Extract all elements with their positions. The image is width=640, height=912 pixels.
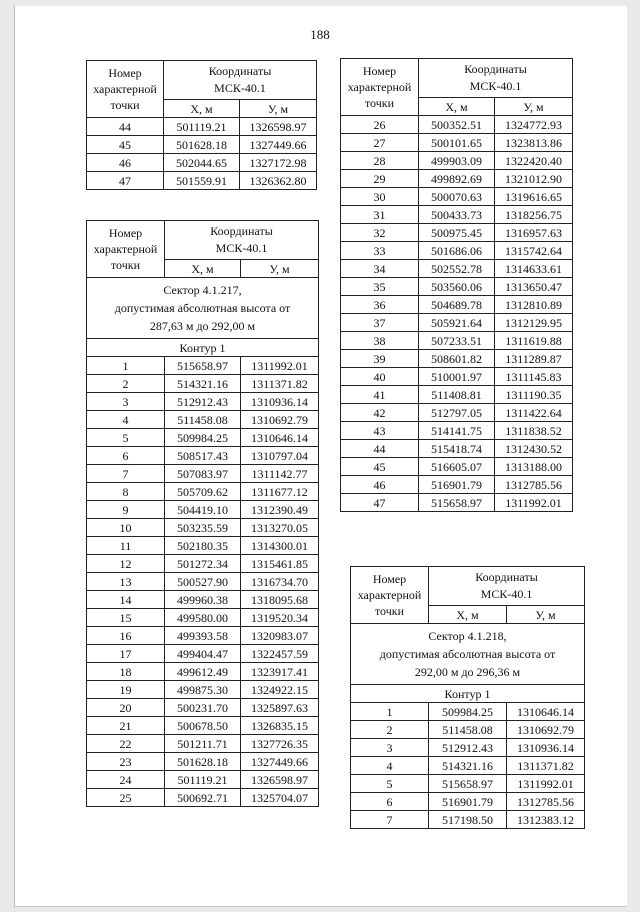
point-number-cell: 11 <box>87 537 165 555</box>
x-coordinate-cell: 501272.34 <box>165 555 241 573</box>
point-number-cell: 38 <box>341 332 419 350</box>
x-coordinate-cell: 509984.25 <box>429 703 507 721</box>
x-coordinate-cell: 512912.43 <box>429 739 507 757</box>
y-coordinate-cell: 1312383.12 <box>507 811 585 829</box>
x-coordinate-cell: 499612.49 <box>165 663 241 681</box>
y-coordinate-cell: 1327172.98 <box>240 154 317 172</box>
coordinates-table-3 <box>340 58 573 512</box>
point-number-cell: 18 <box>87 663 165 681</box>
table-row <box>87 645 319 663</box>
point-number-cell: 33 <box>341 242 419 260</box>
point-number-cell: 19 <box>87 681 165 699</box>
table-row <box>351 721 585 739</box>
x-coordinate-cell: 511458.08 <box>429 721 507 739</box>
x-coordinate-cell: 500070.63 <box>419 188 495 206</box>
table-row <box>87 411 319 429</box>
x-coordinate-cell: 501628.18 <box>164 136 240 154</box>
y-coordinate-cell: 1311371.82 <box>241 375 319 393</box>
table-row <box>341 188 573 206</box>
x-coordinate-cell: 500527.90 <box>165 573 241 591</box>
x-coordinate-cell: 515658.97 <box>419 494 495 512</box>
table-row <box>87 393 319 411</box>
point-number-cell: 44 <box>341 440 419 458</box>
y-coordinate-cell: 1319520.34 <box>241 609 319 627</box>
table-row <box>341 494 573 512</box>
coordinates-table-2 <box>86 220 319 807</box>
y-coordinate-cell: 1311190.35 <box>495 386 573 404</box>
table-row <box>87 753 319 771</box>
x-coordinate-cell: 502180.35 <box>165 537 241 555</box>
x-coordinate-cell: 515418.74 <box>419 440 495 458</box>
x-coordinate-cell: 500352.51 <box>419 116 495 134</box>
x-coordinate-cell: 514321.16 <box>165 375 241 393</box>
x-coordinate-cell: 500692.71 <box>165 789 241 807</box>
y-coordinate-cell: 1313188.00 <box>495 458 573 476</box>
x-coordinate-cell: 511458.08 <box>165 411 241 429</box>
y-coordinate-cell: 1311289.87 <box>495 350 573 368</box>
x-coordinate-cell: 499892.69 <box>419 170 495 188</box>
point-number-cell: 6 <box>87 447 165 465</box>
point-number-cell: 3 <box>87 393 165 411</box>
y-column-header: У, м <box>507 606 585 624</box>
x-coordinate-cell: 515658.97 <box>165 357 241 375</box>
table-row <box>341 224 573 242</box>
y-coordinate-cell: 1314300.01 <box>241 537 319 555</box>
y-column-header: У, м <box>240 100 317 118</box>
x-coordinate-cell: 505709.62 <box>165 483 241 501</box>
y-coordinate-cell: 1312785.56 <box>495 476 573 494</box>
x-coordinate-cell: 499404.47 <box>165 645 241 663</box>
table-row <box>341 368 573 386</box>
y-coordinate-cell: 1312785.56 <box>507 793 585 811</box>
table-row <box>351 793 585 811</box>
table-row <box>351 811 585 829</box>
table-row <box>341 206 573 224</box>
table-row <box>341 116 573 134</box>
y-coordinate-cell: 1315742.64 <box>495 242 573 260</box>
table-row <box>87 717 319 735</box>
point-number-cell: 39 <box>341 350 419 368</box>
y-column-header: У, м <box>495 98 573 116</box>
point-number-cell: 21 <box>87 717 165 735</box>
point-number-cell: 28 <box>341 152 419 170</box>
point-number-cell: 26 <box>341 116 419 134</box>
point-number-cell: 27 <box>341 134 419 152</box>
y-coordinate-cell: 1318095.68 <box>241 591 319 609</box>
point-number-cell: 47 <box>341 494 419 512</box>
point-number-cell: 29 <box>341 170 419 188</box>
table-row <box>341 152 573 170</box>
table-row <box>87 519 319 537</box>
point-number-cell: 15 <box>87 609 165 627</box>
table-row <box>341 350 573 368</box>
x-coordinate-cell: 504689.78 <box>419 296 495 314</box>
y-coordinate-cell: 1313270.05 <box>241 519 319 537</box>
x-coordinate-cell: 507233.51 <box>419 332 495 350</box>
table-row <box>87 501 319 519</box>
coordinates-table-4 <box>350 566 585 829</box>
point-number-cell: 45 <box>87 136 164 154</box>
table-row <box>341 458 573 476</box>
point-number-cell: 20 <box>87 699 165 717</box>
point-number-cell: 4 <box>87 411 165 429</box>
y-coordinate-cell: 1311992.01 <box>241 357 319 375</box>
table-row <box>341 170 573 188</box>
sector-caption: Сектор 4.1.218, допустимая абсолютная высота от 292,00 м до 296,36 м <box>351 624 585 685</box>
x-coordinate-cell: 499903.09 <box>419 152 495 170</box>
point-number-cell: 7 <box>351 811 429 829</box>
y-coordinate-cell: 1310646.14 <box>507 703 585 721</box>
table-row <box>87 483 319 501</box>
point-number-cell: 17 <box>87 645 165 663</box>
table-row <box>87 573 319 591</box>
x-coordinate-cell: 515658.97 <box>429 775 507 793</box>
x-column-header: Х, м <box>164 100 240 118</box>
y-coordinate-cell: 1325897.63 <box>241 699 319 717</box>
point-number-cell: 6 <box>351 793 429 811</box>
point-number-cell: 12 <box>87 555 165 573</box>
table-header <box>87 221 319 357</box>
table-row <box>351 739 585 757</box>
coordinates-system-header: Координаты МСК-40.1 <box>419 59 573 98</box>
y-coordinate-cell: 1326362.80 <box>240 172 317 190</box>
y-coordinate-cell: 1323813.86 <box>495 134 573 152</box>
table-row <box>341 404 573 422</box>
y-coordinate-cell: 1324772.93 <box>495 116 573 134</box>
x-coordinate-cell: 499393.58 <box>165 627 241 645</box>
table-row <box>87 537 319 555</box>
table-row <box>341 332 573 350</box>
y-coordinate-cell: 1310797.04 <box>241 447 319 465</box>
coordinates-system-header: Координаты МСК-40.1 <box>164 61 317 100</box>
table-row <box>351 775 585 793</box>
y-coordinate-cell: 1310692.79 <box>241 411 319 429</box>
table-body <box>341 116 573 512</box>
y-coordinate-cell: 1312430.52 <box>495 440 573 458</box>
x-coordinate-cell: 509984.25 <box>165 429 241 447</box>
contour-label: Контур 1 <box>87 339 319 357</box>
x-coordinate-cell: 503235.59 <box>165 519 241 537</box>
y-coordinate-cell: 1315461.85 <box>241 555 319 573</box>
x-coordinate-cell: 500101.65 <box>419 134 495 152</box>
table-row <box>341 260 573 278</box>
table-row <box>341 134 573 152</box>
point-number-cell: 4 <box>351 757 429 775</box>
x-coordinate-cell: 507083.97 <box>165 465 241 483</box>
y-coordinate-cell: 1311145.83 <box>495 368 573 386</box>
table-row <box>87 118 317 136</box>
point-number-cell: 44 <box>87 118 164 136</box>
x-coordinate-cell: 508517.43 <box>165 447 241 465</box>
x-coordinate-cell: 502552.78 <box>419 260 495 278</box>
table-row <box>87 681 319 699</box>
table-row <box>341 242 573 260</box>
y-coordinate-cell: 1316957.63 <box>495 224 573 242</box>
y-coordinate-cell: 1325704.07 <box>241 789 319 807</box>
point-number-cell: 1 <box>351 703 429 721</box>
table-row <box>341 476 573 494</box>
coordinates-system-header: Координаты МСК-40.1 <box>429 567 585 606</box>
y-coordinate-cell: 1327449.66 <box>240 136 317 154</box>
x-coordinate-cell: 517198.50 <box>429 811 507 829</box>
x-coordinate-cell: 501119.21 <box>164 118 240 136</box>
table-header <box>351 567 585 703</box>
y-coordinate-cell: 1322457.59 <box>241 645 319 663</box>
y-coordinate-cell: 1312810.89 <box>495 296 573 314</box>
point-number-cell: 16 <box>87 627 165 645</box>
y-coordinate-cell: 1310936.14 <box>241 393 319 411</box>
table-row <box>87 699 319 717</box>
table-row <box>87 154 317 172</box>
y-coordinate-cell: 1311838.52 <box>495 422 573 440</box>
point-number-cell: 8 <box>87 483 165 501</box>
point-number-cell: 2 <box>87 375 165 393</box>
table-row <box>87 735 319 753</box>
point-number-cell: 30 <box>341 188 419 206</box>
x-coordinate-cell: 510001.97 <box>419 368 495 386</box>
y-coordinate-cell: 1326598.97 <box>241 771 319 789</box>
table-header <box>341 59 573 116</box>
table-row <box>87 447 319 465</box>
point-number-cell: 14 <box>87 591 165 609</box>
x-column-header: Х, м <box>429 606 507 624</box>
x-coordinate-cell: 500678.50 <box>165 717 241 735</box>
table-body <box>87 357 319 807</box>
x-coordinate-cell: 500231.70 <box>165 699 241 717</box>
y-coordinate-cell: 1319616.65 <box>495 188 573 206</box>
table-row <box>351 757 585 775</box>
point-number-cell: 3 <box>351 739 429 757</box>
x-coordinate-cell: 516901.79 <box>419 476 495 494</box>
table-row <box>87 663 319 681</box>
table-row <box>87 465 319 483</box>
y-coordinate-cell: 1311371.82 <box>507 757 585 775</box>
y-coordinate-cell: 1326598.97 <box>240 118 317 136</box>
point-number-cell: 37 <box>341 314 419 332</box>
y-coordinate-cell: 1318256.75 <box>495 206 573 224</box>
x-coordinate-cell: 499960.38 <box>165 591 241 609</box>
point-number-cell: 10 <box>87 519 165 537</box>
point-number-cell: 5 <box>87 429 165 447</box>
y-coordinate-cell: 1311142.77 <box>241 465 319 483</box>
point-number-cell: 24 <box>87 771 165 789</box>
table-header <box>87 61 317 118</box>
x-coordinate-cell: 516901.79 <box>429 793 507 811</box>
y-coordinate-cell: 1327726.35 <box>241 735 319 753</box>
y-coordinate-cell: 1313650.47 <box>495 278 573 296</box>
y-coordinate-cell: 1311619.88 <box>495 332 573 350</box>
x-coordinate-cell: 516605.07 <box>419 458 495 476</box>
table-row <box>341 422 573 440</box>
x-coordinate-cell: 501211.71 <box>165 735 241 753</box>
point-number-cell: 47 <box>87 172 164 190</box>
table-row <box>341 278 573 296</box>
point-number-cell: 31 <box>341 206 419 224</box>
point-number-cell: 34 <box>341 260 419 278</box>
x-coordinate-cell: 514141.75 <box>419 422 495 440</box>
table-row <box>341 296 573 314</box>
x-coordinate-cell: 501686.06 <box>419 242 495 260</box>
table-row <box>87 136 317 154</box>
point-number-cell: 5 <box>351 775 429 793</box>
y-coordinate-cell: 1321012.90 <box>495 170 573 188</box>
x-coordinate-cell: 508601.82 <box>419 350 495 368</box>
y-coordinate-cell: 1311992.01 <box>507 775 585 793</box>
point-number-cell: 35 <box>341 278 419 296</box>
y-coordinate-cell: 1327449.66 <box>241 753 319 771</box>
x-coordinate-cell: 514321.16 <box>429 757 507 775</box>
table-row <box>87 375 319 393</box>
y-coordinate-cell: 1310646.14 <box>241 429 319 447</box>
y-coordinate-cell: 1320983.07 <box>241 627 319 645</box>
coordinates-table-1 <box>86 60 317 190</box>
x-coordinate-cell: 499875.30 <box>165 681 241 699</box>
point-number-cell: 22 <box>87 735 165 753</box>
y-coordinate-cell: 1310692.79 <box>507 721 585 739</box>
x-coordinate-cell: 501119.21 <box>165 771 241 789</box>
y-coordinate-cell: 1326835.15 <box>241 717 319 735</box>
x-coordinate-cell: 511408.81 <box>419 386 495 404</box>
point-number-cell: 2 <box>351 721 429 739</box>
point-number-cell: 41 <box>341 386 419 404</box>
x-coordinate-cell: 499580.00 <box>165 609 241 627</box>
sector-caption: Сектор 4.1.217, допустимая абсолютная высота от 287,63 м до 292,00 м <box>87 278 319 339</box>
y-coordinate-cell: 1316734.70 <box>241 573 319 591</box>
y-column-header: У, м <box>241 260 319 278</box>
x-column-header: Х, м <box>165 260 241 278</box>
point-number-cell: 40 <box>341 368 419 386</box>
point-number-cell: 1 <box>87 357 165 375</box>
table-body <box>351 703 585 829</box>
y-coordinate-cell: 1312129.95 <box>495 314 573 332</box>
x-coordinate-cell: 504419.10 <box>165 501 241 519</box>
table-row <box>87 591 319 609</box>
point-number-cell: 23 <box>87 753 165 771</box>
y-coordinate-cell: 1322420.40 <box>495 152 573 170</box>
y-coordinate-cell: 1311677.12 <box>241 483 319 501</box>
point-number-cell: 43 <box>341 422 419 440</box>
table-row <box>87 609 319 627</box>
point-number-header: Номер характерной точки <box>87 221 165 278</box>
point-number-cell: 36 <box>341 296 419 314</box>
point-number-cell: 13 <box>87 573 165 591</box>
point-number-header: Номер характерной точки <box>341 59 419 116</box>
point-number-header: Номер характерной точки <box>351 567 429 624</box>
point-number-cell: 42 <box>341 404 419 422</box>
point-number-cell: 46 <box>341 476 419 494</box>
point-number-header: Номер характерной точки <box>87 61 164 118</box>
point-number-cell: 25 <box>87 789 165 807</box>
x-coordinate-cell: 505921.64 <box>419 314 495 332</box>
y-coordinate-cell: 1324922.15 <box>241 681 319 699</box>
table-row <box>341 440 573 458</box>
point-number-cell: 46 <box>87 154 164 172</box>
x-coordinate-cell: 501628.18 <box>165 753 241 771</box>
point-number-cell: 9 <box>87 501 165 519</box>
x-coordinate-cell: 500975.45 <box>419 224 495 242</box>
y-coordinate-cell: 1311992.01 <box>495 494 573 512</box>
contour-label: Контур 1 <box>351 685 585 703</box>
table-body <box>87 118 317 190</box>
x-coordinate-cell: 502044.65 <box>164 154 240 172</box>
table-row <box>341 386 573 404</box>
x-coordinate-cell: 501559.91 <box>164 172 240 190</box>
y-coordinate-cell: 1323917.41 <box>241 663 319 681</box>
table-row <box>87 357 319 375</box>
x-coordinate-cell: 512912.43 <box>165 393 241 411</box>
table-row <box>87 771 319 789</box>
point-number-cell: 32 <box>341 224 419 242</box>
table-row <box>351 703 585 721</box>
y-coordinate-cell: 1314633.61 <box>495 260 573 278</box>
table-row <box>87 789 319 807</box>
y-coordinate-cell: 1311422.64 <box>495 404 573 422</box>
x-column-header: Х, м <box>419 98 495 116</box>
x-coordinate-cell: 503560.06 <box>419 278 495 296</box>
x-coordinate-cell: 500433.73 <box>419 206 495 224</box>
table-row <box>87 172 317 190</box>
table-row <box>87 555 319 573</box>
point-number-cell: 45 <box>341 458 419 476</box>
table-row <box>341 314 573 332</box>
page-number: 188 <box>310 27 330 42</box>
table-row <box>87 429 319 447</box>
y-coordinate-cell: 1312390.49 <box>241 501 319 519</box>
x-coordinate-cell: 512797.05 <box>419 404 495 422</box>
point-number-cell: 7 <box>87 465 165 483</box>
coordinates-system-header: Координаты МСК-40.1 <box>165 221 319 260</box>
y-coordinate-cell: 1310936.14 <box>507 739 585 757</box>
table-row <box>87 627 319 645</box>
